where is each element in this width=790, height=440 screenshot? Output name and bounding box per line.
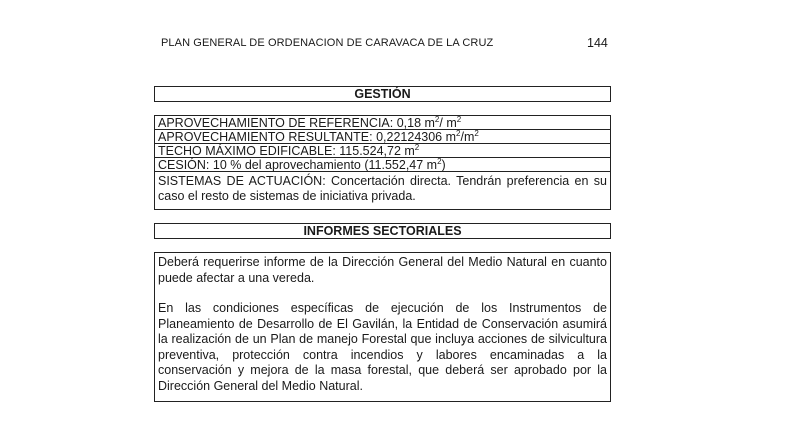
superscript: 2 — [434, 116, 440, 124]
informe-paragraph-2: En las condiciones específicas de ejecución de los Instrumentos de Planeamiento de Desarrollo de El Gavilán, la Entidad de Conservación asumirá la realización de un Plan de manejo Forestal que incluya acciones de silvicultura preventiva, protección contra incendios y labores encaminadas a la conservación y mejora de la masa forestal, que deberá ser aprobado por la Dirección General del Medio Natural. — [158, 301, 607, 393]
superscript: 2 — [456, 116, 462, 124]
superscript: 2 — [414, 144, 420, 152]
superscript: 2 — [456, 130, 461, 138]
page-number: 144 — [587, 36, 608, 50]
techo-maximo-row — [155, 144, 610, 158]
unit-separator: /m — [460, 130, 475, 144]
cesion-text: CESIÓN: 10 % del aprovechamiento (11.552,47 m — [158, 158, 438, 172]
superscript: 2 — [474, 130, 479, 138]
aprovechamiento-referencia-text: APROVECHAMIENTO DE REFERENCIA: 0,18 m — [158, 116, 435, 130]
closing-paren: ) — [441, 158, 446, 172]
gestion-table — [154, 115, 611, 210]
document-header-title: PLAN GENERAL DE ORDENACION DE CARAVACA DE LA CRUZ — [161, 37, 494, 49]
unit-separator: / m — [439, 116, 457, 130]
superscript: 2 — [437, 158, 442, 166]
informes-text-box — [154, 252, 611, 402]
techo-maximo-text: TECHO MÁXIMO EDIFICABLE: 115.524,72 m — [158, 144, 415, 158]
cesion-row — [155, 158, 610, 172]
aprovechamiento-resultante-text: APROVECHAMIENTO RESULTANTE: 0,22124306 m — [158, 130, 457, 144]
sistemas-actuacion-row: SISTEMAS DE ACTUACIÓN: Concertación directa. Tendrán preferencia en su caso el resto de sistemas de iniciativa privada. — [158, 174, 607, 203]
informes-sectoriales-heading: INFORMES SECTORIALES — [154, 223, 611, 239]
aprovechamiento-referencia-row — [155, 116, 610, 130]
informe-paragraph-1: Deberá requerirse informe de la Dirección General del Medio Natural en cuanto puede afectar a una vereda. — [158, 255, 607, 285]
gestion-heading: GESTIÓN — [154, 86, 611, 102]
aprovechamiento-resultante-row — [155, 130, 610, 144]
